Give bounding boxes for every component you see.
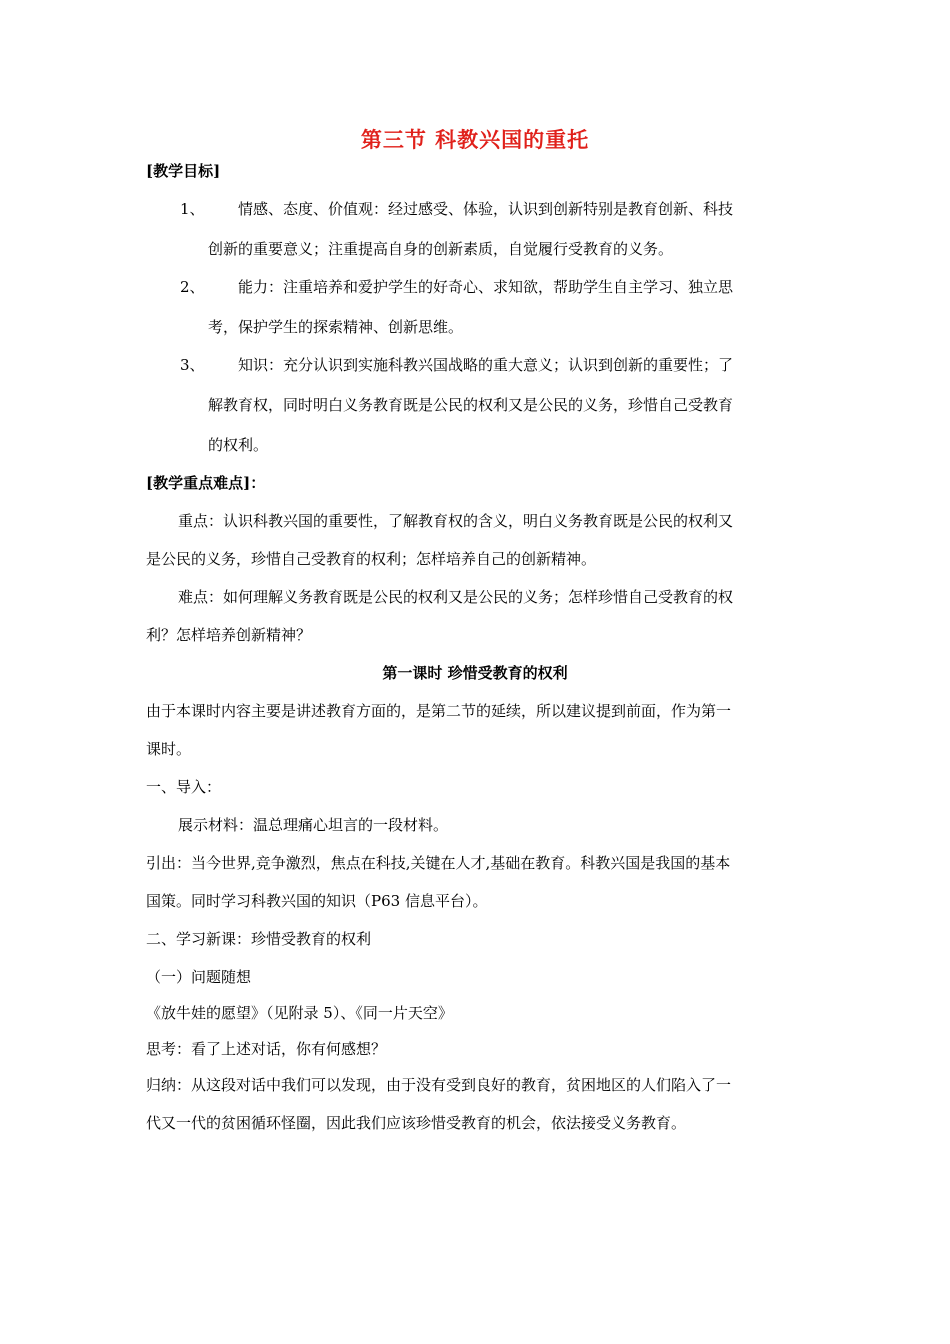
difficulty-text: 利？怎样培养创新精神？ (146, 626, 312, 644)
objective-text-cont: 解教育权，同时明白义务教育既是公民的权利又是公民的义务，珍惜自己受教育 (208, 396, 734, 414)
objective-text: 能力：注重培养和爱护学生的好奇心、求知欲，帮助学生自主学习、独立思 (238, 278, 734, 296)
key-points-heading: [教学重点难点]： (146, 474, 266, 492)
objective-text-cont: 的权利。 (208, 436, 269, 454)
objective-number: 2、 (180, 278, 205, 296)
key-point-text: 重点：认识科教兴国的重要性，了解教育权的含义，明白义务教育既是公民的权利又 (178, 512, 734, 530)
objective-text: 知识：充分认识到实施科教兴国战略的重大意义；认识到创新的重要性；了 (238, 356, 734, 374)
difficulty-text: 难点：如何理解义务教育既是公民的权利又是公民的义务；怎样珍惜自己受教育的权 (178, 588, 734, 606)
paragraph-text: 引出：当今世界,竞争激烈，焦点在科技,关键在人才,基础在教育。科教兴国是我国的基本 (146, 854, 731, 872)
lesson-subtitle: 第一课时 珍惜受教育的权利 (382, 664, 568, 682)
objectives-heading: [教学目标] (146, 162, 221, 180)
paragraph-text: 代又一代的贫困循环怪圈，因此我们应该珍惜受教育的机会，依法接受义务教育。 (146, 1114, 687, 1132)
page-title: 第三节 科教兴国的重托 (360, 127, 590, 152)
paragraph-text: 归纳：从这段对话中我们可以发现，由于没有受到良好的教育，贫困地区的人们陷入了一 (146, 1076, 732, 1094)
paragraph-text: 《放牛娃的愿望》（见附录 5）、《同一片天空》 (146, 1004, 453, 1022)
paragraph-text: 课时。 (146, 740, 192, 758)
section-title: 二、学习新课：珍惜受教育的权利 (146, 930, 372, 948)
objective-text: 情感、态度、价值观：经过感受、体验，认识到创新特别是教育创新、科技 (238, 200, 734, 218)
objective-number: 3、 (180, 356, 205, 374)
section-title: 一、导入： (146, 778, 222, 796)
paragraph-text: 展示材料：温总理痛心坦言的一段材料。 (178, 816, 449, 834)
paragraph-text: 国策。同时学习科教兴国的知识（P63 信息平台）。 (146, 892, 488, 910)
paragraph-text: 由于本课时内容主要是讲述教育方面的，是第二节的延续，所以建议提到前面，作为第一 (146, 702, 732, 720)
subsection-title: （一）问题随想 (146, 968, 252, 986)
objective-text-cont: 考，保护学生的探索精神、创新思维。 (208, 318, 464, 336)
paragraph-text: 思考：看了上述对话，你有何感想？ (146, 1040, 387, 1058)
objective-number: 1、 (180, 200, 205, 218)
key-point-text: 是公民的义务，珍惜自己受教育的权利；怎样培养自己的创新精神。 (146, 550, 597, 568)
objective-text-cont: 创新的重要意义；注重提高自身的创新素质，自觉履行受教育的义务。 (208, 240, 674, 258)
